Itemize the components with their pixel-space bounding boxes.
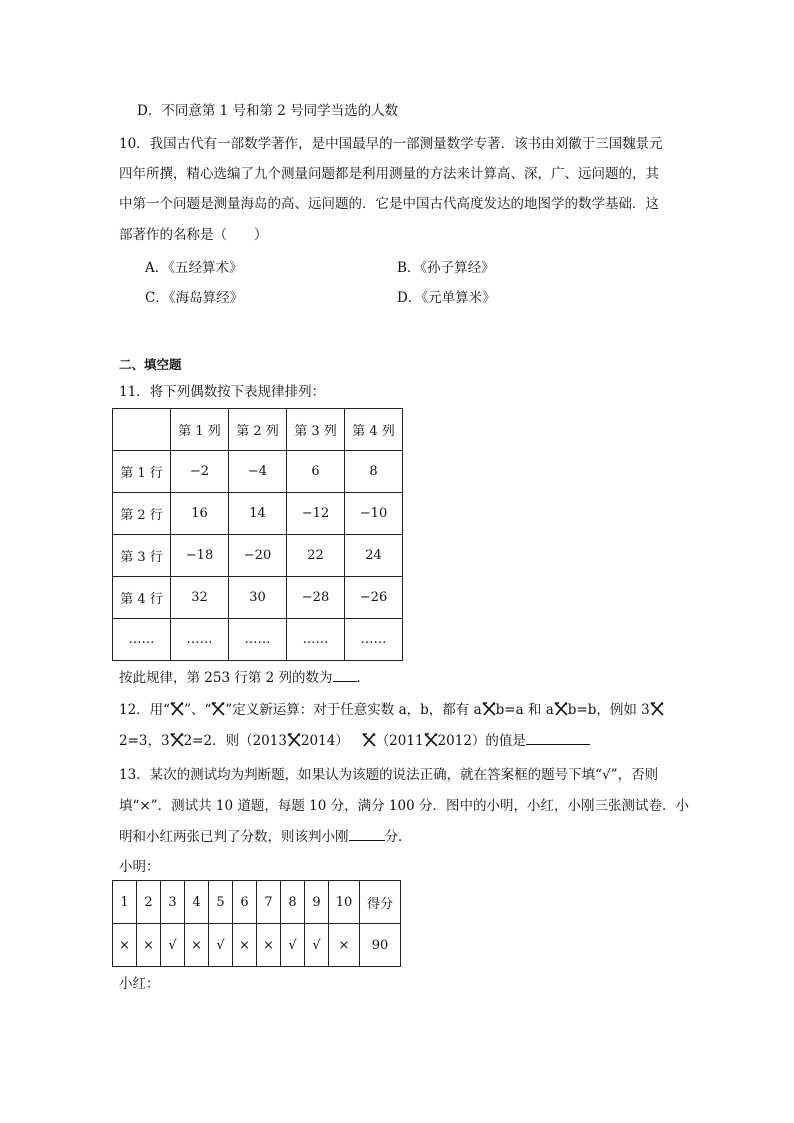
table-row <box>113 451 403 493</box>
table-cell: 22 <box>287 535 345 577</box>
q10-option-d: D．《元单算米》 <box>397 290 496 306</box>
q12-text: 2=2．则（2013 <box>183 733 287 749</box>
q10-option-a: A．《五经算术》 <box>145 260 243 276</box>
table-header-cell: 第 4 列 <box>345 409 403 451</box>
table-cell: 16 <box>171 493 229 535</box>
table-cell: −18 <box>171 535 229 577</box>
q10-line-2: 四年所撰，精心选编了九个测量问题都是利用测量的方法来计算高、深，广、远问题的，其 <box>119 166 659 182</box>
operator-symbol-icon <box>554 701 568 717</box>
q13-line-2: 填“×”．测试共 10 道题，每题 10 分，满分 100 分．图中的小明，小红，小刚三张测试卷．小 <box>119 798 689 814</box>
q12-text: （2011 <box>375 733 424 749</box>
table-cell: …… <box>287 619 345 661</box>
q12-line-1 <box>119 700 664 720</box>
table-cell: 第 3 行 <box>113 535 171 577</box>
q13-xiaoming-table <box>112 880 401 967</box>
q12-text: 2=3，3 <box>119 733 170 749</box>
table-header-cell: 8 <box>281 881 305 924</box>
table-cell: 90 <box>360 924 401 967</box>
table-row <box>113 535 403 577</box>
table-row <box>113 924 401 967</box>
q13-line-3 <box>119 826 412 847</box>
q12-text: 2014） <box>300 733 349 749</box>
q12-line-2 <box>119 730 590 751</box>
q11-question-end: ． <box>356 670 371 686</box>
table-header-cell: 得分 <box>360 881 401 924</box>
table-cell: √ <box>305 924 329 967</box>
table-cell: × <box>113 924 137 967</box>
table-header-cell: 10 <box>329 881 360 924</box>
q9-option-d: D．不同意第 1 号和第 2 号同学当选的人数 <box>137 103 399 119</box>
table-header-cell: 9 <box>305 881 329 924</box>
table-cell: √ <box>209 924 233 967</box>
table-row <box>113 577 403 619</box>
table-cell: × <box>329 924 360 967</box>
q13-line-1: 13．某次的测试均为判断题，如果认为该题的说法正确，就在答案框的题号下填“√”，否则 <box>119 767 659 783</box>
q13-text: 分． <box>384 829 412 845</box>
q12-text: ”、“ <box>184 702 212 718</box>
q11-question <box>119 667 370 688</box>
table-header-cell: 第 1 列 <box>171 409 229 451</box>
q12-text: b=a 和 a <box>495 702 554 718</box>
operator-symbol-icon <box>170 701 184 717</box>
table-cell: −10 <box>345 493 403 535</box>
operator-symbol-icon <box>170 732 184 748</box>
table-cell: −2 <box>171 451 229 493</box>
q12-text: ”定义新运算：对于任意实数 a，b，都有 a <box>225 702 482 718</box>
label-xiaohong: 小红： <box>119 976 160 992</box>
table-header-cell: 5 <box>209 881 233 924</box>
table-header-cell: 1 <box>113 881 137 924</box>
table-cell: √ <box>161 924 185 967</box>
table-header-cell: 第 2 列 <box>229 409 287 451</box>
table-cell: × <box>185 924 209 967</box>
table-cell: …… <box>229 619 287 661</box>
answer-blank <box>526 730 590 745</box>
operator-symbol-icon <box>650 701 664 717</box>
table-row <box>113 619 403 661</box>
table-cell: 8 <box>345 451 403 493</box>
table-header-cell: 7 <box>257 881 281 924</box>
table-cell: 第 4 行 <box>113 577 171 619</box>
q13-text: 明和小红两张已判了分数，则该判小刚 <box>119 829 349 845</box>
operator-symbol-icon <box>424 732 438 748</box>
q10-option-b: B．《孙子算经》 <box>397 260 495 276</box>
operator-symbol-icon <box>211 701 225 717</box>
table-cell: 24 <box>345 535 403 577</box>
table-cell: −20 <box>229 535 287 577</box>
label-xiaoming: 小明： <box>119 859 160 875</box>
operator-symbol-icon <box>482 701 496 717</box>
table-cell: −26 <box>345 577 403 619</box>
table-cell: 14 <box>229 493 287 535</box>
table-header-row <box>113 409 403 451</box>
q10-line-1: 10．我国古代有一部数学著作，是中国最早的一部测量数学专著．该书由刘徽于三国魏景元 <box>119 136 663 152</box>
operator-symbol-icon <box>362 732 376 748</box>
table-header-cell: 3 <box>161 881 185 924</box>
table-cell: × <box>233 924 257 967</box>
q11-table <box>112 408 403 661</box>
table-cell: 32 <box>171 577 229 619</box>
q11-stem: 11．将下列偶数按下表规律排列： <box>119 384 326 400</box>
section-title: 二、填空题 <box>119 357 182 372</box>
answer-blank <box>333 667 357 682</box>
table-header-cell: 4 <box>185 881 209 924</box>
table-row <box>113 493 403 535</box>
table-cell: −4 <box>229 451 287 493</box>
table-cell: 30 <box>229 577 287 619</box>
q10-option-c: C．《海岛算经》 <box>145 290 244 306</box>
table-cell: 第 1 行 <box>113 451 171 493</box>
table-cell: 6 <box>287 451 345 493</box>
table-header-row <box>113 881 401 924</box>
answer-blank <box>349 826 385 841</box>
q12-text: 2012）的值是 <box>437 733 526 749</box>
table-header-cell <box>113 409 171 451</box>
table-cell: −28 <box>287 577 345 619</box>
table-cell: × <box>137 924 161 967</box>
table-header-cell: 2 <box>137 881 161 924</box>
table-header-cell: 6 <box>233 881 257 924</box>
table-cell: √ <box>281 924 305 967</box>
q10-line-4: 部著作的名称是（ ） <box>119 227 268 243</box>
q12-text: b=b，例如 3 <box>567 702 650 718</box>
q12-text: 12．用“ <box>119 702 171 718</box>
operator-symbol-icon <box>287 732 301 748</box>
table-cell: × <box>257 924 281 967</box>
table-cell: …… <box>345 619 403 661</box>
table-cell: −12 <box>287 493 345 535</box>
table-header-cell: 第 3 列 <box>287 409 345 451</box>
q11-question-text: 按此规律，第 253 行第 2 列的数为 <box>119 670 333 686</box>
table-cell: 第 2 行 <box>113 493 171 535</box>
q10-line-3: 中第一个问题是测量海岛的高、远问题的．它是中国古代高度发达的地图学的数学基础．这 <box>119 196 659 212</box>
table-cell: …… <box>113 619 171 661</box>
table-cell: …… <box>171 619 229 661</box>
